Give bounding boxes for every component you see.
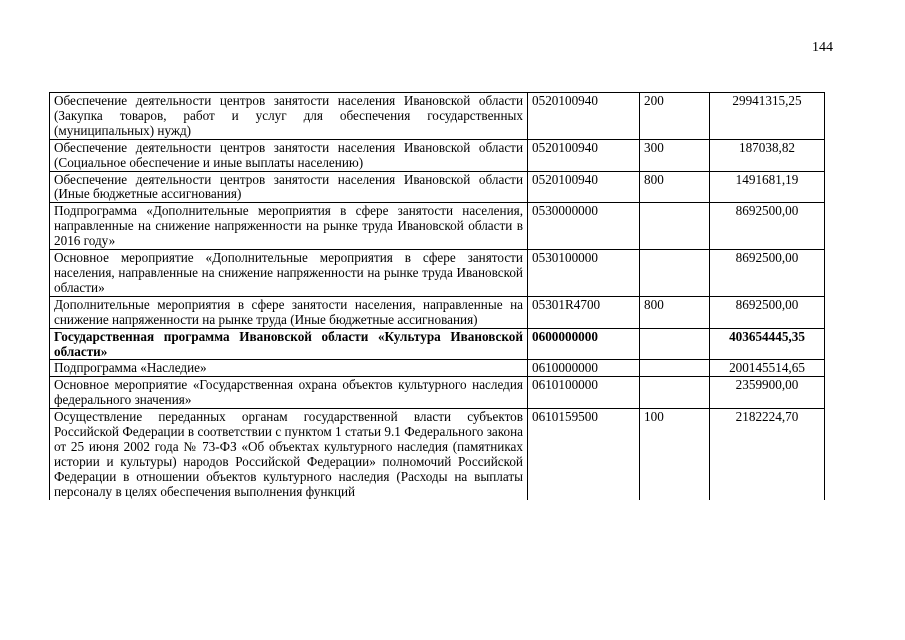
row-description: Обеспечение деятельности центров занятости населения Ивановской области (Социальное обеспечение и иные выплаты населению) — [50, 139, 528, 171]
row-expense-type — [640, 203, 710, 250]
row-code: 0610159500 — [528, 409, 640, 500]
table-row — [50, 328, 825, 360]
row-expense-type — [640, 250, 710, 297]
row-description: Дополнительные мероприятия в сфере занятости населения, направленные на снижение напряженности на рынке труда (Иные бюджетные ассигнования) — [50, 296, 528, 328]
row-description: Подпрограмма «Дополнительные мероприятия в сфере занятости населения, направленные на снижение напряженности на рынке труда Ивановской области в 2016 году» — [50, 203, 528, 250]
table-row — [50, 296, 825, 328]
table-row — [50, 203, 825, 250]
row-amount: 8692500,00 — [710, 250, 825, 297]
row-amount: 8692500,00 — [710, 296, 825, 328]
row-description: Осуществление переданных органам государственной власти субъектов Российской Федерации в соответствии с пунктом 1 статьи 9.1 Федерального закона от 25 июня 2002 года № 73-ФЗ «Об объектах культурного наследия (памятниках истории и культуры) народов Российской Федерации» полномочий Российской Федерации в отношении объектов культурного наследия (Расходы на выплаты персоналу в целях обеспечения выполнения функций — [50, 409, 528, 500]
row-amount: 200145514,65 — [710, 360, 825, 377]
row-description: Государственная программа Ивановской области «Культура Ивановской области» — [50, 328, 528, 360]
row-description: Обеспечение деятельности центров занятости населения Ивановской области (Закупка товаров, работ и услуг для обеспечения государственных (муниципальных) нужд) — [50, 93, 528, 140]
row-code: 0600000000 — [528, 328, 640, 360]
table-row — [50, 360, 825, 377]
page-number: 144 — [812, 40, 833, 55]
row-amount: 29941315,25 — [710, 93, 825, 140]
row-code: 0520100940 — [528, 139, 640, 171]
row-expense-type: 300 — [640, 139, 710, 171]
table-row — [50, 171, 825, 203]
row-expense-type — [640, 328, 710, 360]
row-expense-type: 800 — [640, 296, 710, 328]
row-amount: 8692500,00 — [710, 203, 825, 250]
row-code: 0530100000 — [528, 250, 640, 297]
row-expense-type — [640, 360, 710, 377]
row-code: 0530000000 — [528, 203, 640, 250]
row-amount: 187038,82 — [710, 139, 825, 171]
row-code: 0520100940 — [528, 171, 640, 203]
table-row — [50, 409, 825, 500]
row-expense-type — [640, 377, 710, 409]
table-row — [50, 93, 825, 140]
table-row — [50, 250, 825, 297]
row-amount: 2182224,70 — [710, 409, 825, 500]
row-expense-type: 200 — [640, 93, 710, 140]
row-code: 0520100940 — [528, 93, 640, 140]
row-code: 0610000000 — [528, 360, 640, 377]
table-row — [50, 377, 825, 409]
row-description: Основное мероприятие «Государственная охрана объектов культурного наследия федерального значения» — [50, 377, 528, 409]
row-description: Обеспечение деятельности центров занятости населения Ивановской области (Иные бюджетные ассигнования) — [50, 171, 528, 203]
row-description: Подпрограмма «Наследие» — [50, 360, 528, 377]
row-expense-type: 800 — [640, 171, 710, 203]
row-code: 05301R4700 — [528, 296, 640, 328]
table-row — [50, 139, 825, 171]
row-description: Основное мероприятие «Дополнительные мероприятия в сфере занятости населения, направленные на снижение напряженности на рынке труда Ивановской области» — [50, 250, 528, 297]
row-expense-type: 100 — [640, 409, 710, 500]
row-amount: 2359900,00 — [710, 377, 825, 409]
row-amount: 403654445,35 — [710, 328, 825, 360]
row-code: 0610100000 — [528, 377, 640, 409]
row-amount: 1491681,19 — [710, 171, 825, 203]
budget-table — [49, 92, 825, 500]
